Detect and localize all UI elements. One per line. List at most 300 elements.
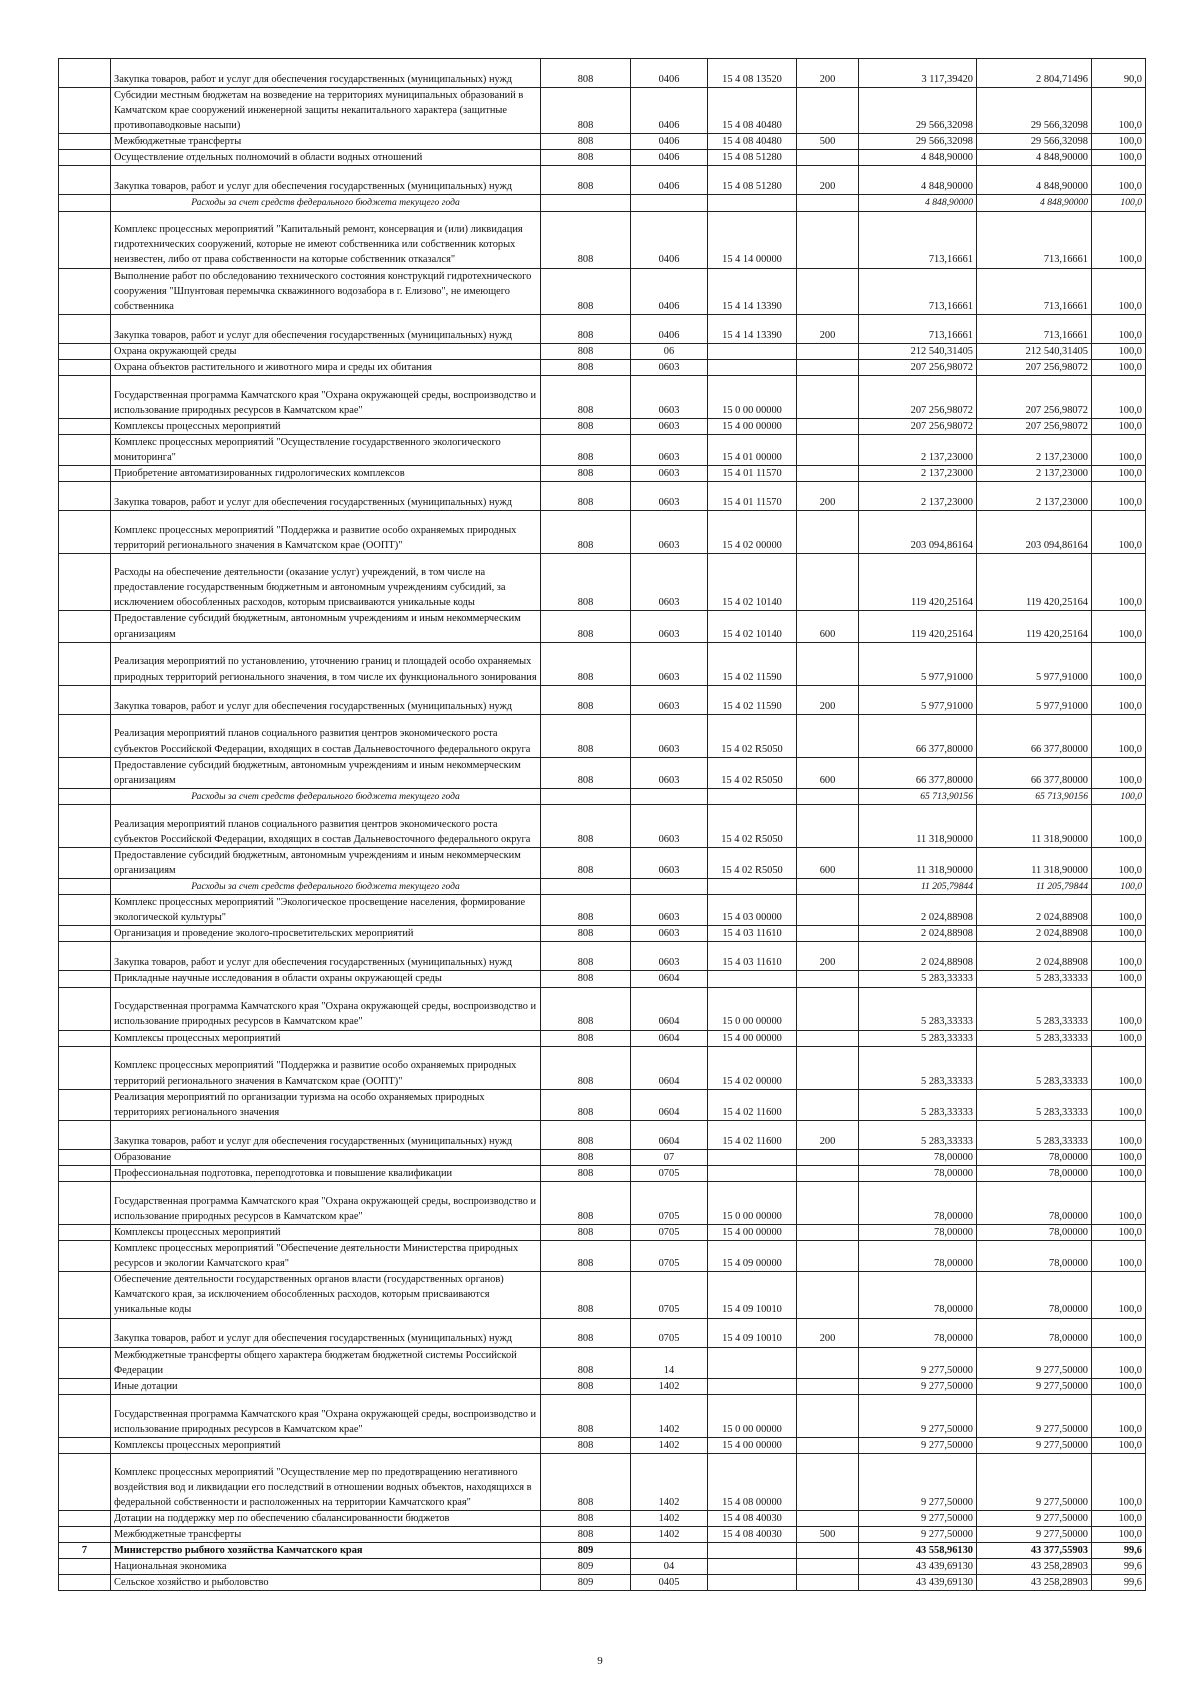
- expense-type-cell: [797, 1030, 859, 1046]
- target-article-cell: 15 4 02 11600: [708, 1089, 797, 1120]
- row-number-cell: [59, 611, 111, 642]
- execution-percent-cell: 100,0: [1092, 895, 1146, 926]
- section-code-cell: 0603: [631, 611, 708, 642]
- row-number-cell: [59, 1149, 111, 1165]
- section-code-cell: 0705: [631, 1318, 708, 1347]
- executed-amount-cell: 78,00000: [977, 1225, 1092, 1241]
- table-row: [59, 1165, 1146, 1181]
- target-article-cell: 15 4 08 40030: [708, 1527, 797, 1543]
- expense-name-cell: Обеспечение деятельности государственных органов власти (государственных органов) Камчатского края, за исключением обособленных расходов, которым присваиваются уникальные коды: [111, 1272, 541, 1318]
- row-number-cell: [59, 1378, 111, 1394]
- section-code-cell: 0603: [631, 511, 708, 554]
- ministry-code-cell: 808: [541, 971, 631, 987]
- planned-amount-cell: 66 377,80000: [859, 714, 977, 757]
- target-article-cell: 15 4 02 R5050: [708, 804, 797, 847]
- expense-type-cell: 200: [797, 685, 859, 714]
- expense-name-cell: Выполнение работ по обследованию технического состояния конструкций гидротехнического сооружения "Шпунтовая перемычка скважинного водозабора в г. Елизово", не имеющего собственника: [111, 268, 541, 314]
- planned-amount-cell: 11 205,79844: [859, 879, 977, 895]
- planned-amount-cell: 43 439,69130: [859, 1575, 977, 1591]
- planned-amount-cell: 11 318,90000: [859, 847, 977, 878]
- expense-name-cell: Организация и проведение эколого-просветительских мероприятий: [111, 926, 541, 942]
- executed-amount-cell: 207 256,98072: [977, 419, 1092, 435]
- table-row: [59, 895, 1146, 926]
- executed-amount-cell: 78,00000: [977, 1318, 1092, 1347]
- execution-percent-cell: 100,0: [1092, 1046, 1146, 1089]
- section-code-cell: 1402: [631, 1527, 708, 1543]
- expense-name-cell: Предоставление субсидий бюджетным, автономным учреждениям и иным некоммерческим организациям: [111, 757, 541, 788]
- target-article-cell: [708, 879, 797, 895]
- table-row: [59, 343, 1146, 359]
- ministry-code-cell: 808: [541, 1272, 631, 1318]
- expense-type-cell: [797, 376, 859, 419]
- execution-percent-cell: 100,0: [1092, 88, 1146, 134]
- target-article-cell: [708, 195, 797, 211]
- expense-type-cell: [797, 88, 859, 134]
- executed-amount-cell: 78,00000: [977, 1272, 1092, 1318]
- executed-amount-cell: 2 024,88908: [977, 942, 1092, 971]
- planned-amount-cell: 119 420,25164: [859, 611, 977, 642]
- ministry-code-cell: 808: [541, 1182, 631, 1225]
- target-article-cell: 15 4 02 R5050: [708, 847, 797, 878]
- planned-amount-cell: 29 566,32098: [859, 88, 977, 134]
- row-number-cell: [59, 1272, 111, 1318]
- row-number-cell: [59, 804, 111, 847]
- expense-name-cell: Комплексы процессных мероприятий: [111, 419, 541, 435]
- target-article-cell: 15 4 03 00000: [708, 895, 797, 926]
- target-article-cell: 15 4 02 11600: [708, 1120, 797, 1149]
- execution-percent-cell: 100,0: [1092, 482, 1146, 511]
- expense-name-cell: Комплексы процессных мероприятий: [111, 1225, 541, 1241]
- target-article-cell: 15 0 00 00000: [708, 376, 797, 419]
- execution-percent-cell: 100,0: [1092, 987, 1146, 1030]
- expense-type-cell: 200: [797, 482, 859, 511]
- target-article-cell: 15 4 03 11610: [708, 942, 797, 971]
- row-number-cell: [59, 1559, 111, 1575]
- expense-type-cell: [797, 268, 859, 314]
- expense-type-cell: [797, 879, 859, 895]
- expense-name-cell: Государственная программа Камчатского края "Охрана окружающей среды, воспроизводство и использование природных ресурсов в Камчатском крае": [111, 987, 541, 1030]
- expense-name-cell: Государственная программа Камчатского края "Охрана окружающей среды, воспроизводство и использование природных ресурсов в Камчатском крае": [111, 376, 541, 419]
- row-number-cell: [59, 376, 111, 419]
- row-number-cell: [59, 435, 111, 466]
- executed-amount-cell: 207 256,98072: [977, 359, 1092, 375]
- expense-name-cell: Реализация мероприятий по установлению, уточнению границ и площадей особо охраняемых природных территорий регионального значения, в том числе их функционального зонирования: [111, 642, 541, 685]
- table-row: [59, 59, 1146, 88]
- expense-name-cell: Национальная экономика: [111, 1559, 541, 1575]
- expense-name-cell: Государственная программа Камчатского края "Охрана окружающей среды, воспроизводство и использование природных ресурсов в Камчатском крае": [111, 1394, 541, 1437]
- expense-type-cell: [797, 1453, 859, 1510]
- executed-amount-cell: 5 283,33333: [977, 1120, 1092, 1149]
- ministry-code-cell: 808: [541, 1046, 631, 1089]
- table-row: [59, 611, 1146, 642]
- target-article-cell: [708, 788, 797, 804]
- section-code-cell: 0603: [631, 757, 708, 788]
- execution-percent-cell: 100,0: [1092, 685, 1146, 714]
- executed-amount-cell: 2 024,88908: [977, 926, 1092, 942]
- planned-amount-cell: 212 540,31405: [859, 343, 977, 359]
- expense-name-cell: Комплекс процессных мероприятий "Обеспечение деятельности Министерства природных ресурсов и экологии Камчатского края": [111, 1241, 541, 1272]
- row-number-cell: [59, 343, 111, 359]
- row-number-cell: [59, 1453, 111, 1510]
- execution-percent-cell: 100,0: [1092, 1030, 1146, 1046]
- expense-name-cell: Дотации на поддержку мер по обеспечению сбалансированности бюджетов: [111, 1510, 541, 1526]
- execution-percent-cell: 100,0: [1092, 1510, 1146, 1526]
- target-article-cell: 15 4 08 51280: [708, 166, 797, 195]
- planned-amount-cell: 2 137,23000: [859, 435, 977, 466]
- executed-amount-cell: 5 283,33333: [977, 1046, 1092, 1089]
- planned-amount-cell: 9 277,50000: [859, 1394, 977, 1437]
- section-code-cell: 0604: [631, 971, 708, 987]
- executed-amount-cell: 65 713,90156: [977, 788, 1092, 804]
- section-code-cell: 0705: [631, 1272, 708, 1318]
- expense-type-cell: [797, 1165, 859, 1181]
- section-code-cell: 0406: [631, 59, 708, 88]
- ministry-code-cell: 808: [541, 466, 631, 482]
- execution-percent-cell: 100,0: [1092, 942, 1146, 971]
- expense-name-cell: Иные дотации: [111, 1378, 541, 1394]
- page-number: 9: [597, 1655, 603, 1667]
- ministry-code-cell: [541, 195, 631, 211]
- planned-amount-cell: 2 137,23000: [859, 466, 977, 482]
- table-row: [59, 1120, 1146, 1149]
- section-code-cell: 0705: [631, 1182, 708, 1225]
- ministry-code-cell: 808: [541, 268, 631, 314]
- execution-percent-cell: 100,0: [1092, 1165, 1146, 1181]
- expense-name-cell: Субсидии местным бюджетам на возведение на территориях муниципальных образований в Камчатском крае сооружений инженерной защиты некапитального характера (защитные противопаводковые насыпи): [111, 88, 541, 134]
- execution-percent-cell: 100,0: [1092, 1527, 1146, 1543]
- section-code-cell: 0603: [631, 482, 708, 511]
- expense-type-cell: [797, 1394, 859, 1437]
- ministry-code-cell: 808: [541, 1225, 631, 1241]
- planned-amount-cell: 2 137,23000: [859, 482, 977, 511]
- row-number-cell: [59, 926, 111, 942]
- execution-percent-cell: 100,0: [1092, 343, 1146, 359]
- execution-percent-cell: 99,6: [1092, 1575, 1146, 1591]
- executed-amount-cell: 2 137,23000: [977, 435, 1092, 466]
- execution-percent-cell: 100,0: [1092, 1272, 1146, 1318]
- target-article-cell: 15 0 00 00000: [708, 1182, 797, 1225]
- execution-percent-cell: 100,0: [1092, 847, 1146, 878]
- expense-name-cell: Приобретение автоматизированных гидрологических комплексов: [111, 466, 541, 482]
- row-number-cell: [59, 314, 111, 343]
- table-row: [59, 1378, 1146, 1394]
- table-row: [59, 1510, 1146, 1526]
- planned-amount-cell: 9 277,50000: [859, 1510, 977, 1526]
- expense-name-cell: Комплекс процессных мероприятий "Экологическое просвещение населения, формирование экологической культуры": [111, 895, 541, 926]
- row-number-cell: 7: [59, 1543, 111, 1559]
- section-code-cell: [631, 1543, 708, 1559]
- execution-percent-cell: 100,0: [1092, 1182, 1146, 1225]
- executed-amount-cell: 43 258,28903: [977, 1559, 1092, 1575]
- row-number-cell: [59, 466, 111, 482]
- section-code-cell: 14: [631, 1347, 708, 1378]
- target-article-cell: [708, 1575, 797, 1591]
- ministry-code-cell: 808: [541, 926, 631, 942]
- table-row: [59, 971, 1146, 987]
- execution-percent-cell: 99,6: [1092, 1559, 1146, 1575]
- executed-amount-cell: 4 848,90000: [977, 195, 1092, 211]
- table-row: [59, 1089, 1146, 1120]
- budget-table-body: [59, 59, 1146, 1591]
- execution-percent-cell: 100,0: [1092, 642, 1146, 685]
- target-article-cell: 15 4 01 11570: [708, 482, 797, 511]
- executed-amount-cell: 66 377,80000: [977, 757, 1092, 788]
- row-number-cell: [59, 987, 111, 1030]
- expense-type-cell: [797, 1347, 859, 1378]
- section-code-cell: 0603: [631, 642, 708, 685]
- row-number-cell: [59, 685, 111, 714]
- row-number-cell: [59, 134, 111, 150]
- executed-amount-cell: 9 277,50000: [977, 1347, 1092, 1378]
- execution-percent-cell: 100,0: [1092, 195, 1146, 211]
- executed-amount-cell: 66 377,80000: [977, 714, 1092, 757]
- target-article-cell: 15 4 02 11590: [708, 642, 797, 685]
- planned-amount-cell: 43 439,69130: [859, 1559, 977, 1575]
- planned-amount-cell: 78,00000: [859, 1182, 977, 1225]
- planned-amount-cell: 5 977,91000: [859, 685, 977, 714]
- target-article-cell: 15 4 08 40480: [708, 88, 797, 134]
- ministry-code-cell: 808: [541, 757, 631, 788]
- expense-name-cell: Комплекс процессных мероприятий "Поддержка и развитие особо охраняемых природных территорий регионального значения в Камчатском крае (ООПТ)": [111, 511, 541, 554]
- expense-type-cell: [797, 466, 859, 482]
- planned-amount-cell: 78,00000: [859, 1225, 977, 1241]
- execution-percent-cell: 100,0: [1092, 211, 1146, 268]
- expense-name-cell: Реализация мероприятий по организации туризма на особо охраняемых природных территориях регионального значения: [111, 1089, 541, 1120]
- ministry-code-cell: 808: [541, 1030, 631, 1046]
- executed-amount-cell: 4 848,90000: [977, 150, 1092, 166]
- expense-type-cell: 200: [797, 1120, 859, 1149]
- ministry-code-cell: 808: [541, 1120, 631, 1149]
- target-article-cell: 15 4 02 R5050: [708, 714, 797, 757]
- ministry-code-cell: 808: [541, 314, 631, 343]
- ministry-code-cell: 808: [541, 554, 631, 611]
- ministry-code-cell: 808: [541, 376, 631, 419]
- table-row: [59, 268, 1146, 314]
- expense-name-cell: Реализация мероприятий планов социального развития центров экономического роста субъектов Российской Федерации, входящих в состав Дальневосточного федерального округа: [111, 714, 541, 757]
- executed-amount-cell: 29 566,32098: [977, 134, 1092, 150]
- execution-percent-cell: 100,0: [1092, 554, 1146, 611]
- table-row: [59, 88, 1146, 134]
- table-row: [59, 1559, 1146, 1575]
- target-article-cell: 15 4 02 10140: [708, 611, 797, 642]
- expense-type-cell: [797, 1182, 859, 1225]
- section-code-cell: 0603: [631, 554, 708, 611]
- target-article-cell: 15 0 00 00000: [708, 1394, 797, 1437]
- executed-amount-cell: 119 420,25164: [977, 554, 1092, 611]
- table-row: [59, 1527, 1146, 1543]
- execution-percent-cell: 100,0: [1092, 1318, 1146, 1347]
- expense-type-cell: [797, 926, 859, 942]
- ministry-code-cell: 808: [541, 804, 631, 847]
- section-code-cell: 0603: [631, 419, 708, 435]
- executed-amount-cell: 11 318,90000: [977, 804, 1092, 847]
- execution-percent-cell: 100,0: [1092, 1378, 1146, 1394]
- row-number-cell: [59, 642, 111, 685]
- table-row: [59, 1453, 1146, 1510]
- executed-amount-cell: 207 256,98072: [977, 376, 1092, 419]
- expense-name-cell: Сельское хозяйство и рыболовство: [111, 1575, 541, 1591]
- ministry-code-cell: 808: [541, 1437, 631, 1453]
- execution-percent-cell: 90,0: [1092, 59, 1146, 88]
- executed-amount-cell: 2 137,23000: [977, 466, 1092, 482]
- row-number-cell: [59, 482, 111, 511]
- planned-amount-cell: 2 024,88908: [859, 926, 977, 942]
- expense-type-cell: [797, 211, 859, 268]
- expense-name-cell: Закупка товаров, работ и услуг для обеспечения государственных (муниципальных) нужд: [111, 314, 541, 343]
- table-row: [59, 714, 1146, 757]
- expense-name-cell: Предоставление субсидий бюджетным, автономным учреждениям и иным некоммерческим организациям: [111, 611, 541, 642]
- planned-amount-cell: 2 024,88908: [859, 942, 977, 971]
- planned-amount-cell: 9 277,50000: [859, 1453, 977, 1510]
- executed-amount-cell: 9 277,50000: [977, 1510, 1092, 1526]
- ministry-code-cell: 808: [541, 895, 631, 926]
- executed-amount-cell: 5 977,91000: [977, 642, 1092, 685]
- target-article-cell: 15 4 14 13390: [708, 314, 797, 343]
- table-row: [59, 554, 1146, 611]
- row-number-cell: [59, 714, 111, 757]
- planned-amount-cell: 4 848,90000: [859, 166, 977, 195]
- expense-name-cell: Предоставление субсидий бюджетным, автономным учреждениям и иным некоммерческим организациям: [111, 847, 541, 878]
- table-row: [59, 1543, 1146, 1559]
- target-article-cell: 15 4 01 00000: [708, 435, 797, 466]
- section-code-cell: [631, 879, 708, 895]
- execution-percent-cell: 100,0: [1092, 788, 1146, 804]
- row-number-cell: [59, 847, 111, 878]
- table-row: [59, 1272, 1146, 1318]
- ministry-code-cell: 808: [541, 1241, 631, 1272]
- ministry-code-cell: 808: [541, 150, 631, 166]
- row-number-cell: [59, 88, 111, 134]
- execution-percent-cell: 99,6: [1092, 1543, 1146, 1559]
- planned-amount-cell: 5 283,33333: [859, 1120, 977, 1149]
- target-article-cell: 15 4 02 R5050: [708, 757, 797, 788]
- table-row: [59, 1241, 1146, 1272]
- ministry-code-cell: 808: [541, 511, 631, 554]
- expense-type-cell: [797, 343, 859, 359]
- table-row: [59, 1347, 1146, 1378]
- expense-name-cell: Комплекс процессных мероприятий "Поддержка и развитие особо охраняемых природных территорий регионального значения в Камчатском крае (ООПТ)": [111, 1046, 541, 1089]
- table-row: [59, 1575, 1146, 1591]
- execution-percent-cell: 100,0: [1092, 926, 1146, 942]
- row-number-cell: [59, 1394, 111, 1437]
- row-number-cell: [59, 1089, 111, 1120]
- row-number-cell: [59, 166, 111, 195]
- target-article-cell: 15 4 01 11570: [708, 466, 797, 482]
- section-code-cell: 0603: [631, 942, 708, 971]
- ministry-code-cell: 808: [541, 343, 631, 359]
- table-row: [59, 1030, 1146, 1046]
- section-code-cell: 0603: [631, 376, 708, 419]
- executed-amount-cell: 11 205,79844: [977, 879, 1092, 895]
- expense-type-cell: [797, 642, 859, 685]
- expense-name-cell: Закупка товаров, работ и услуг для обеспечения государственных (муниципальных) нужд: [111, 166, 541, 195]
- expense-name-cell: Комплекс процессных мероприятий "Капитальный ремонт, консервация и (или) ликвидация гидротехнических сооружений, которые не имеют собственника или собственник которых неизвестен, либо от права собственности на которые собственник отказался": [111, 211, 541, 268]
- ministry-code-cell: 808: [541, 59, 631, 88]
- expense-name-cell: Расходы за счет средств федерального бюджета текущего года: [111, 879, 541, 895]
- executed-amount-cell: 119 420,25164: [977, 611, 1092, 642]
- expense-type-cell: [797, 1559, 859, 1575]
- planned-amount-cell: 203 094,86164: [859, 511, 977, 554]
- target-article-cell: 15 0 00 00000: [708, 987, 797, 1030]
- expense-name-cell: Комплексы процессных мероприятий: [111, 1437, 541, 1453]
- expense-type-cell: [797, 419, 859, 435]
- section-code-cell: 0603: [631, 685, 708, 714]
- expense-type-cell: [797, 1241, 859, 1272]
- execution-percent-cell: 100,0: [1092, 804, 1146, 847]
- table-row: [59, 419, 1146, 435]
- execution-percent-cell: 100,0: [1092, 1347, 1146, 1378]
- expense-type-cell: 600: [797, 611, 859, 642]
- table-row: [59, 376, 1146, 419]
- ministry-code-cell: 809: [541, 1575, 631, 1591]
- target-article-cell: 15 4 02 10140: [708, 554, 797, 611]
- table-row: [59, 642, 1146, 685]
- executed-amount-cell: 78,00000: [977, 1149, 1092, 1165]
- table-row: [59, 1225, 1146, 1241]
- row-number-cell: [59, 1575, 111, 1591]
- budget-table: [58, 58, 1146, 1591]
- table-row: [59, 511, 1146, 554]
- ministry-code-cell: 808: [541, 134, 631, 150]
- table-row: [59, 804, 1146, 847]
- ministry-code-cell: [541, 788, 631, 804]
- table-row: [59, 435, 1146, 466]
- section-code-cell: 0603: [631, 804, 708, 847]
- target-article-cell: [708, 1559, 797, 1575]
- execution-percent-cell: 100,0: [1092, 1437, 1146, 1453]
- expense-name-cell: Межбюджетные трансферты общего характера бюджетам бюджетной системы Российской Федерации: [111, 1347, 541, 1378]
- target-article-cell: [708, 1543, 797, 1559]
- executed-amount-cell: 78,00000: [977, 1165, 1092, 1181]
- section-code-cell: 0705: [631, 1225, 708, 1241]
- target-article-cell: [708, 971, 797, 987]
- row-number-cell: [59, 1318, 111, 1347]
- section-code-cell: 0604: [631, 1046, 708, 1089]
- execution-percent-cell: 100,0: [1092, 714, 1146, 757]
- target-article-cell: 15 4 02 00000: [708, 1046, 797, 1089]
- row-number-cell: [59, 879, 111, 895]
- expense-name-cell: Комплекс процессных мероприятий "Осуществление мер по предотвращению негативного воздействия вод и ликвидации его последствий в отношении водных объектов, находящихся в федеральной собственности и расположенных на территории Камчатского края": [111, 1453, 541, 1510]
- ministry-code-cell: 808: [541, 166, 631, 195]
- section-code-cell: 0406: [631, 166, 708, 195]
- executed-amount-cell: 9 277,50000: [977, 1527, 1092, 1543]
- ministry-code-cell: 808: [541, 1318, 631, 1347]
- row-number-cell: [59, 554, 111, 611]
- target-article-cell: 15 4 02 00000: [708, 511, 797, 554]
- target-article-cell: [708, 1378, 797, 1394]
- planned-amount-cell: 5 283,33333: [859, 1046, 977, 1089]
- executed-amount-cell: 9 277,50000: [977, 1394, 1092, 1437]
- expense-name-cell: Осуществление отдельных полномочий в области водных отношений: [111, 150, 541, 166]
- table-row: [59, 987, 1146, 1030]
- table-row: [59, 788, 1146, 804]
- table-row: [59, 1318, 1146, 1347]
- row-number-cell: [59, 419, 111, 435]
- planned-amount-cell: 78,00000: [859, 1318, 977, 1347]
- table-row: [59, 195, 1146, 211]
- executed-amount-cell: 713,16661: [977, 314, 1092, 343]
- ministry-code-cell: 809: [541, 1559, 631, 1575]
- ministry-code-cell: 808: [541, 1510, 631, 1526]
- expense-name-cell: Профессиональная подготовка, переподготовка и повышение квалификации: [111, 1165, 541, 1181]
- execution-percent-cell: 100,0: [1092, 971, 1146, 987]
- planned-amount-cell: 9 277,50000: [859, 1347, 977, 1378]
- section-code-cell: 0603: [631, 895, 708, 926]
- expense-name-cell: Расходы за счет средств федерального бюджета текущего года: [111, 788, 541, 804]
- row-number-cell: [59, 788, 111, 804]
- expense-type-cell: 500: [797, 134, 859, 150]
- target-article-cell: 15 4 09 10010: [708, 1318, 797, 1347]
